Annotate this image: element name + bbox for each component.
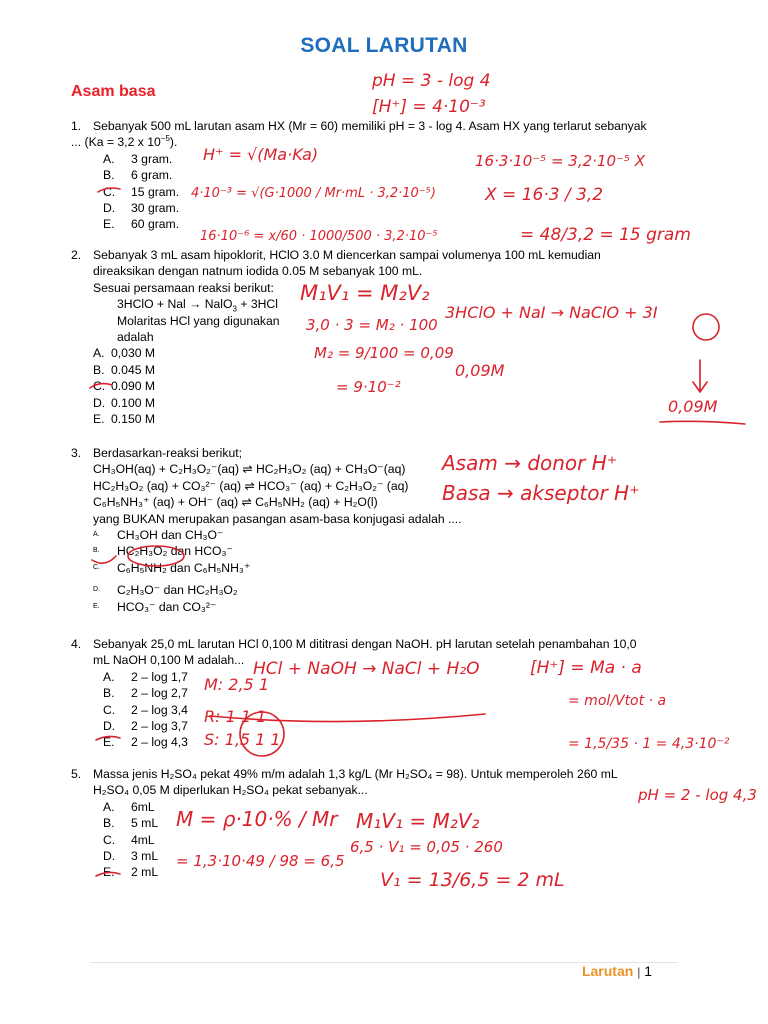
handwritten-note: 16·10⁻⁶ = x/60 · 1000/500 · 3,2·10⁻⁵	[200, 229, 438, 244]
question-text-cont: yang BUKAN merupakan pasangan asam-basa konjugasi adalah ....	[93, 511, 462, 526]
handwritten-note: [H⁺] = 4·10⁻³	[372, 97, 486, 117]
footer-title: Larutan	[581, 963, 634, 979]
handwritten-note: H⁺ = √(Ma·Ka)	[203, 145, 319, 164]
question-text-cont: H₂SO₄ 0,05 M diperlukan H₂SO₄ pekat sebanyak...	[93, 783, 368, 798]
option-c[interactable]: C. C₆H₅NH₂ dan C₆H₅NH₃⁺	[93, 560, 251, 575]
reaction-equation: 3HClO + Nal → NalO$_3$ + 3HCl	[117, 297, 278, 314]
equation-1: CH₃OH(aq) + C₂H₃O₂⁻(aq) ⇌ HC₂H₃O₂ (aq) + CH₃O⁻(aq)	[93, 462, 406, 477]
question-number: 4.	[71, 637, 82, 651]
question-text: Sebanyak 3 mL asam hipoklorit, HClO 3.0 M diencerkan sampai volumenya 100 mL kemudian	[93, 248, 601, 262]
handwritten-note: 3,0 · 3 = M₂ · 100	[306, 316, 438, 334]
handwritten-note: 16·3·10⁻⁵ = 3,2·10⁻⁵ X	[475, 152, 645, 170]
handwritten-note: [H⁺] = Ma · a	[530, 658, 642, 678]
option-a[interactable]: A. 0,030 M	[93, 346, 156, 361]
question-text-cont: ... (Ka = 3,2 x $10^{-5}$).	[71, 134, 178, 150]
handwritten-note: 6,5 · V₁ = 0,05 · 260	[350, 838, 503, 856]
option-c[interactable]: C. 2 – log 3,4	[103, 702, 188, 717]
option-d[interactable]: D. C₂H₃O⁻ dan HC₂H₃O₂	[93, 583, 238, 598]
option-e[interactable]: E. HCO₃⁻ dan CO₃²⁻	[93, 599, 217, 614]
handwritten-note: V₁ = 13/6,5 = 2 mL	[380, 869, 565, 891]
handwritten-note: = 9·10⁻²	[336, 378, 401, 396]
handwritten-note: HCl + NaOH → NaCl + H₂O	[253, 659, 480, 679]
option-c[interactable]: C. 15 gram.	[103, 184, 180, 199]
question-2	[71, 247, 711, 427]
handwritten-note: R: 1 1 1	[204, 707, 267, 726]
question-text: Sebanyak 500 mL larutan asam HX (Mr = 60) memiliki pH = 3 - log 4. Asam HX yang terlarut sebanyak	[93, 119, 647, 133]
option-d[interactable]: D. 0.100 M	[93, 395, 156, 410]
question-number: 3.	[71, 446, 82, 460]
options-list	[103, 799, 711, 881]
question-3	[71, 445, 711, 615]
handwritten-note: = mol/Vtot · a	[568, 693, 667, 709]
handwritten-note: Basa → akseptor H⁺	[442, 481, 640, 505]
footer-separator: |	[637, 965, 641, 979]
handwritten-note: = 1,3·10·49 / 98 = 6,5	[176, 852, 345, 870]
options-list	[103, 669, 711, 751]
handwritten-note: M₁V₁ = M₂V₂	[300, 281, 430, 305]
page-number: 1	[644, 963, 652, 979]
handwritten-note: 3HClO + NaI → NaClO + 3I	[445, 303, 658, 322]
question-text-cont: mL NaOH 0,100 M adalah...	[93, 653, 245, 668]
option-e[interactable]: E. 60 gram.	[103, 217, 180, 232]
handwritten-note: = 1,5/35 · 1 = 4,3·10⁻²	[568, 736, 730, 752]
question-5	[71, 766, 711, 881]
option-d[interactable]: D. 2 – log 3,7	[103, 719, 188, 734]
question-text: Sebanyak 25,0 mL larutan HCl 0,100 M dititrasi dengan NaOH. pH larutan setelah penambahan 10,0	[93, 637, 637, 651]
options-list	[93, 527, 711, 615]
question-number: 2.	[71, 248, 82, 262]
option-d[interactable]: D. 3 mL	[103, 849, 159, 864]
page-footer	[582, 963, 652, 979]
question-number: 1.	[71, 119, 82, 133]
options-list	[93, 345, 711, 427]
question-text: Massa jenis H₂SO₄ pekat 49% m/m adalah 1,3 kg/L (Mr H₂SO₄ = 98). Untuk memperoleh 260 mL	[93, 767, 618, 781]
option-b[interactable]: B. 2 – log 2,7	[103, 686, 188, 701]
question-1	[71, 118, 711, 233]
handwritten-note: X = 16·3 / 3,2	[485, 185, 604, 205]
handwritten-note: 0,09M	[668, 397, 718, 416]
option-b[interactable]: B. HC₂H₃O₂ dan HCO₃⁻	[93, 544, 233, 559]
handwritten-note: 4·10⁻³ = √(G·1000 / Mr·mL · 3,2·10⁻⁵)	[191, 186, 436, 201]
question-text-cont: adalah	[117, 330, 154, 345]
handwritten-note: M: 2,5 1	[204, 675, 269, 694]
question-4	[71, 636, 711, 751]
question-text-cont: Sesuai persamaan reaksi berikut:	[93, 280, 274, 295]
equation-2: HC₂H₃O₂ (aq) + CO₃²⁻ (aq) ⇌ HCO₃⁻ (aq) + C₂H₃O₂⁻ (aq)	[93, 478, 409, 493]
option-e[interactable]: E. 2 mL	[103, 865, 159, 880]
options-list	[103, 151, 711, 233]
question-number: 5.	[71, 767, 82, 781]
handwritten-note: M₁V₁ = M₂V₂	[356, 809, 480, 833]
handwritten-note: pH = 2 - log 4,3	[638, 786, 757, 804]
handwritten-note: M₂ = 9/100 = 0,09	[314, 344, 454, 362]
handwritten-note: M = ρ·10·% / Mr	[176, 807, 338, 831]
handwritten-note: = 48/3,2 = 15 gram	[520, 225, 691, 245]
question-text-cont: Molaritas HCl yang digunakan	[117, 313, 280, 328]
handwritten-note: 0,09M	[455, 361, 505, 380]
question-text-cont: direaksikan dengan natnum iodida 0.05 M sebanyak 100 mL.	[93, 264, 423, 279]
option-e[interactable]: E. 2 – log 4,3	[103, 735, 188, 750]
option-b[interactable]: B. 5 mL	[103, 816, 159, 831]
option-d[interactable]: D. 30 gram.	[103, 201, 180, 216]
page-title: SOAL LARUTAN	[300, 34, 468, 57]
question-text: Berdasarkan-reaksi berikut;	[93, 446, 243, 460]
option-c[interactable]: C. 4mL	[103, 832, 155, 847]
option-a[interactable]: A. 2 – log 1,7	[103, 669, 188, 684]
option-a[interactable]: A. 6mL	[103, 799, 155, 814]
option-a[interactable]: A. 3 gram.	[103, 151, 173, 166]
option-a[interactable]: A. CH₃OH dan CH₃O⁻	[93, 528, 224, 543]
option-b[interactable]: B. 0.045 M	[93, 362, 156, 377]
handwritten-note: pH = 3 - log 4	[372, 71, 491, 91]
handwritten-note: S: 1,5 1 1	[204, 730, 281, 749]
equation-3: C₆H₅NH₃⁺ (aq) + OH⁻ (aq) ⇌ C₆H₅NH₂ (aq) + H₂O(l)	[93, 495, 378, 510]
option-c[interactable]: C. 0.090 M	[93, 379, 156, 394]
option-b[interactable]: B. 6 gram.	[103, 168, 173, 183]
option-e[interactable]: E. 0.150 M	[93, 412, 156, 427]
handwritten-note: Asam → donor H⁺	[442, 451, 618, 475]
section-heading: Asam basa	[71, 83, 156, 100]
